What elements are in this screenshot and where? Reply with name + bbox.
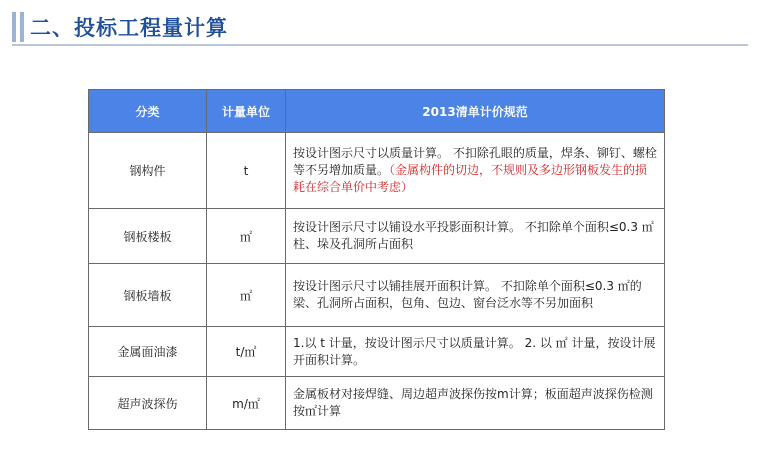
title-underline (12, 44, 748, 46)
row-unit: ㎡ (207, 264, 286, 327)
table-row (89, 209, 665, 264)
quantity-rules-table (88, 89, 665, 430)
row-category: 超声波探伤 (89, 377, 207, 430)
row-unit: t (207, 133, 286, 209)
row-rule (286, 327, 665, 377)
header-rule: 2013清单计价规范 (286, 90, 665, 133)
row-category: 钢构件 (89, 133, 207, 209)
table-row (89, 133, 665, 209)
rule-text: 按设计图示尺寸以质量计算。 不扣除孔眼的质量，焊条、铆钉、螺栓等不另增加质量。 (293, 146, 657, 177)
table-row (89, 377, 665, 430)
row-category: 钢板墙板 (89, 264, 207, 327)
row-rule (286, 264, 665, 327)
header-unit: 计量单位 (207, 90, 286, 133)
row-rule (286, 209, 665, 264)
page-title: 二、投标工程量计算 (30, 16, 228, 40)
row-category: 钢板楼板 (89, 209, 207, 264)
header-category: 分类 (89, 90, 207, 133)
row-unit: t/㎡ (207, 327, 286, 377)
row-rule (286, 133, 665, 209)
table-row (89, 327, 665, 377)
row-rule (286, 377, 665, 430)
row-unit: ㎡ (207, 209, 286, 264)
row-unit: m/㎡ (207, 377, 286, 430)
row-category: 金属面油漆 (89, 327, 207, 377)
table-row (89, 264, 665, 327)
rule-text: 1.以 t 计量，按设计图示尺寸以质量计算。 2. 以 ㎡ 计量，按设计展开面积计算。 (293, 335, 656, 367)
rule-text: 金属板材对接焊缝、周边超声波探伤按m计算；板面超声波探伤检测按㎡计算 (293, 387, 653, 418)
rule-note: （金属构件的切边，不规则及多边形钢板发生的损耗在综合单价中考虑） (293, 163, 648, 194)
rule-text: 按设计图示尺寸以铺设水平投影面积计算。 不扣除单个面积≤0.3 ㎡柱、垛及孔洞所占面积 (293, 220, 654, 251)
title-accent-bars (12, 12, 24, 42)
table-header-row (89, 90, 665, 133)
title-bar (12, 10, 748, 46)
rule-text: 按设计图示尺寸以铺挂展开面积计算。 不扣除单个面积≤0.3 ㎡的梁、孔洞所占面积，包角、包边、窗台泛水等不另加面积 (293, 279, 642, 310)
